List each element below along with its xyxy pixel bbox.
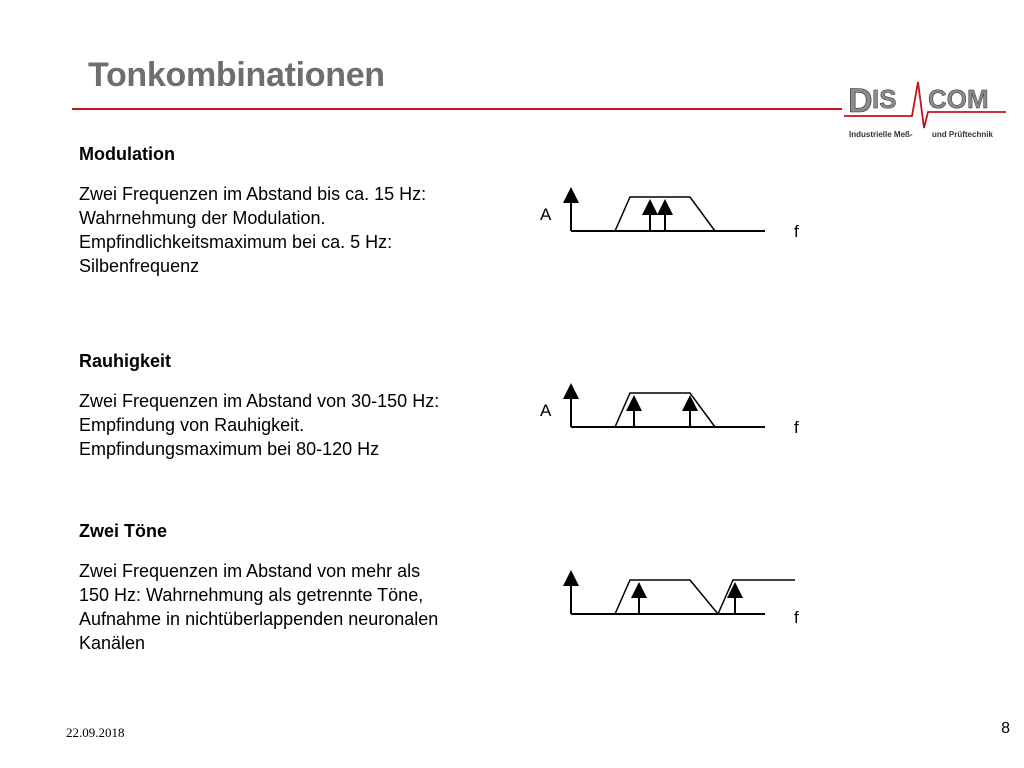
section-line: 150 Hz: Wahrnehmung als getrennte Töne,	[79, 585, 424, 605]
diagram-modulation	[530, 185, 820, 245]
footer-date: 22.09.2018	[66, 725, 125, 740]
section-line: Zwei Frequenzen im Abstand bis ca. 15 Hz:	[79, 184, 427, 204]
diagram-rauhigkeit	[530, 381, 820, 441]
section-line: Zwei Frequenzen im Abstand von mehr als	[79, 561, 421, 581]
section-heading: Modulation	[79, 144, 175, 164]
section-line: Empfindungsmaximum bei 80-120 Hz	[79, 439, 380, 459]
section-heading: Zwei Töne	[79, 521, 168, 541]
section-line: Kanälen	[79, 633, 146, 653]
logo-subtitle-left: Industrielle Meß-	[849, 130, 913, 139]
axis-label-a: A	[540, 205, 552, 224]
filter-band	[615, 393, 715, 427]
title-underline	[72, 108, 842, 110]
axis-label-f: f	[794, 608, 799, 627]
svg-text:D: D	[848, 82, 873, 120]
section-line: Empfindung von Rauhigkeit.	[79, 415, 305, 435]
svg-text:IS: IS	[872, 84, 897, 114]
section-heading: Rauhigkeit	[79, 351, 172, 371]
section-line: Empfindlichkeitsmaximum bei ca. 5 Hz:	[79, 232, 393, 252]
page-title: Tonkombinationen	[88, 56, 385, 94]
page-number: 8	[1001, 720, 1010, 737]
section-line: Aufnahme in nichtüberlappenden neuronalen	[79, 609, 439, 629]
logo-right-text: COM	[928, 84, 989, 114]
axis-label-a: A	[540, 401, 552, 420]
section-line: Silbenfrequenz	[79, 256, 200, 276]
axis-label-f: f	[794, 222, 799, 241]
diagram-zwei-toene	[530, 568, 820, 628]
section-modulation	[79, 142, 499, 278]
section-zwei-toene	[79, 519, 499, 655]
logo-subtitle-right: und Prüftechnik	[932, 130, 993, 139]
section-line: Wahrnehmung der Modulation.	[79, 208, 326, 228]
filter-band	[718, 580, 795, 614]
filter-band	[615, 580, 718, 614]
axis-label-f: f	[794, 418, 799, 437]
section-line: Zwei Frequenzen im Abstand von 30-150 Hz:	[79, 391, 440, 411]
section-rauhigkeit	[79, 349, 499, 461]
